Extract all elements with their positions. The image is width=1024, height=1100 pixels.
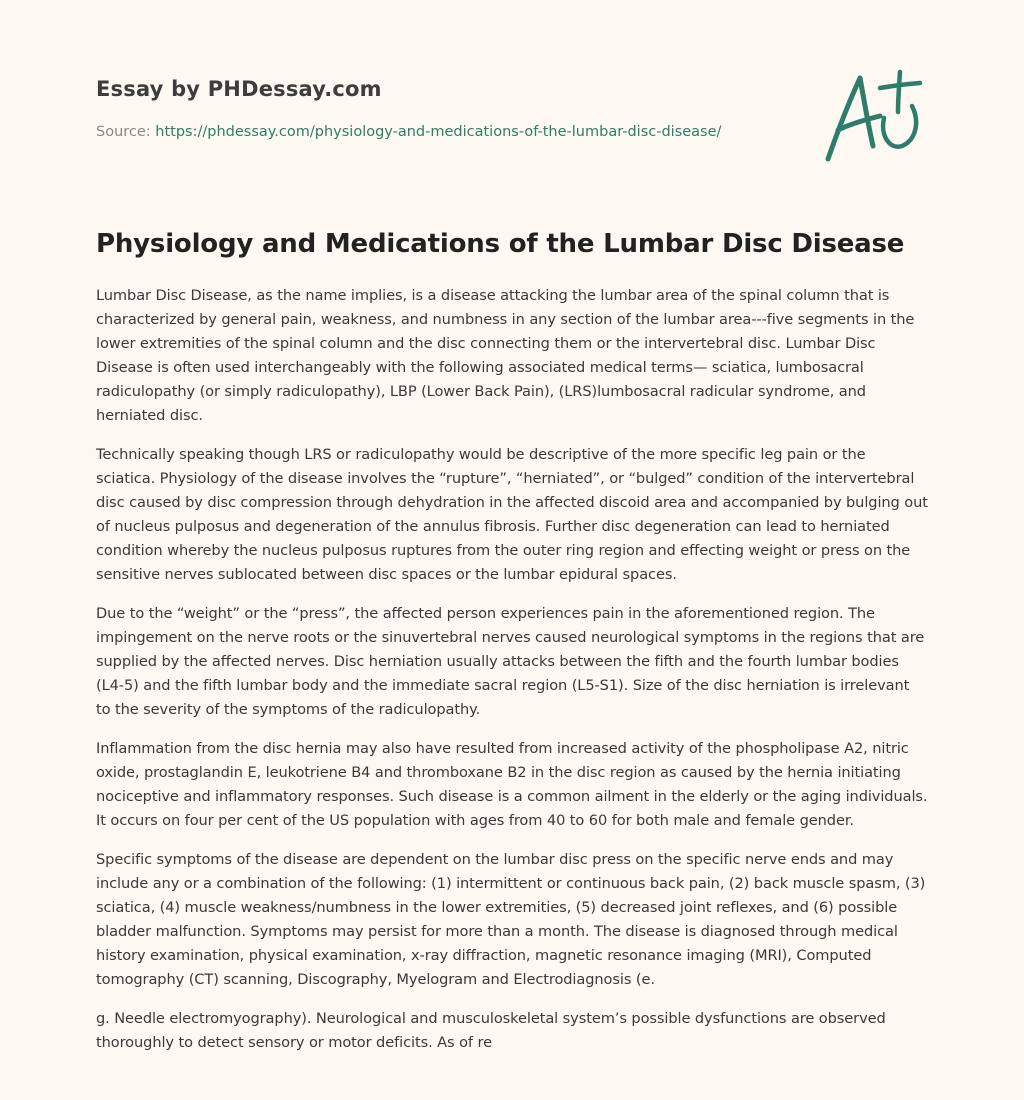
paragraph: Specific symptoms of the disease are dependent on the lumbar disc press on the specific nerve ends and may include any or a combination of the following: (1) intermittent or continuous back pain, (2) back muscle spasm, (3) sciatica, (4) muscle weakness/numbness in the lower extremities, (5) decreased joint reflexes, and (6) possible bladder malfunction. Symptoms may persist for more than a month. The disease is diagnosed through medical history examination, physical examination, x-ray diffraction, magnetic resonance imaging (MRI), Computed tomography (CT) scanning, Discography, Myelogram and Electrodiagnosis (e.: [96, 851, 926, 988]
site-brand: Essay by PHDessay.com: [96, 77, 382, 101]
paragraph: Lumbar Disc Disease, as the name implies, is a disease attacking the lumbar area of the spinal column that is characterized by general pain, weakness, and numbness in any section of the lumbar area---five segments in the lower extremities of the spinal column and the disc connecting them or the intervertebral disc. Lumbar Disc Disease is often used interchangeably with the following associated medical terms— sciatica, lumbosacral radiculopathy (or simply radiculopathy), LBP (Lower Back Pain), (LRS)lumbosacral radicular syndrome, and herniated disc.: [96, 287, 915, 424]
document-header: [96, 72, 796, 142]
source-link[interactable]: https://phdessay.com/physiology-and-medications-of-the-lumbar-disc-disease/: [155, 124, 722, 140]
paragraph: Due to the “weight” or the “press”, the affected person experiences pain in the aforementioned region. The impingement on the nerve roots or the sinuvertebral nerves caused neurological symptoms in the regions that are supplied by the affected nerves. Disc herniation usually attacks between the fifth and the fourth lumbar bodies (L4-5) and the fifth lumbar body and the immediate sacral region (L5-S1). Size of the disc herniation is irrelevant to the severity of the symptoms of the radiculopathy.: [96, 605, 925, 718]
paragraph: Technically speaking though LRS or radiculopathy would be descriptive of the more specific leg pain or the sciatica. Physiology of the disease involves the “rupture”, “herniated”, or “bulged” condition of the intervertebral disc caused by disc compression through dehydration in the affected discoid area and accompanied by bulging out of nucleus pulposus and degeneration of the annulus fibrosis. Further disc degeneration can lead to herniated condition whereby the nucleus pulposus ruptures from the outer ring region and effecting weight or press on the sensitive nerves sublocated between disc spaces or the lumbar epidural spaces.: [96, 446, 928, 583]
source-line: [96, 122, 796, 142]
paragraph: Inflammation from the disc hernia may also have resulted from increased activity of the phospholipase A2, nitric oxide, prostaglandin E, leukotriene B4 and thromboxane B2 in the disc region as caused by the hernia initiating nociceptive and inflammatory responses. Such disease is a common ailment in the elderly or the aging individuals. It occurs on four per cent of the US population with ages from 40 to 60 for both male and female gender.: [96, 740, 928, 829]
essay-title: Physiology and Medications of the Lumbar Disc Disease: [96, 229, 905, 259]
a-plus-grade-icon: [818, 66, 928, 166]
paragraph: g. Needle electromyography). Neurological and musculoskeletal system’s possible dysfunctions are observed thoroughly to detect sensory or motor deficits. As of re: [96, 1010, 886, 1051]
essay-body: [96, 284, 928, 1070]
source-label: Source:: [96, 124, 151, 140]
